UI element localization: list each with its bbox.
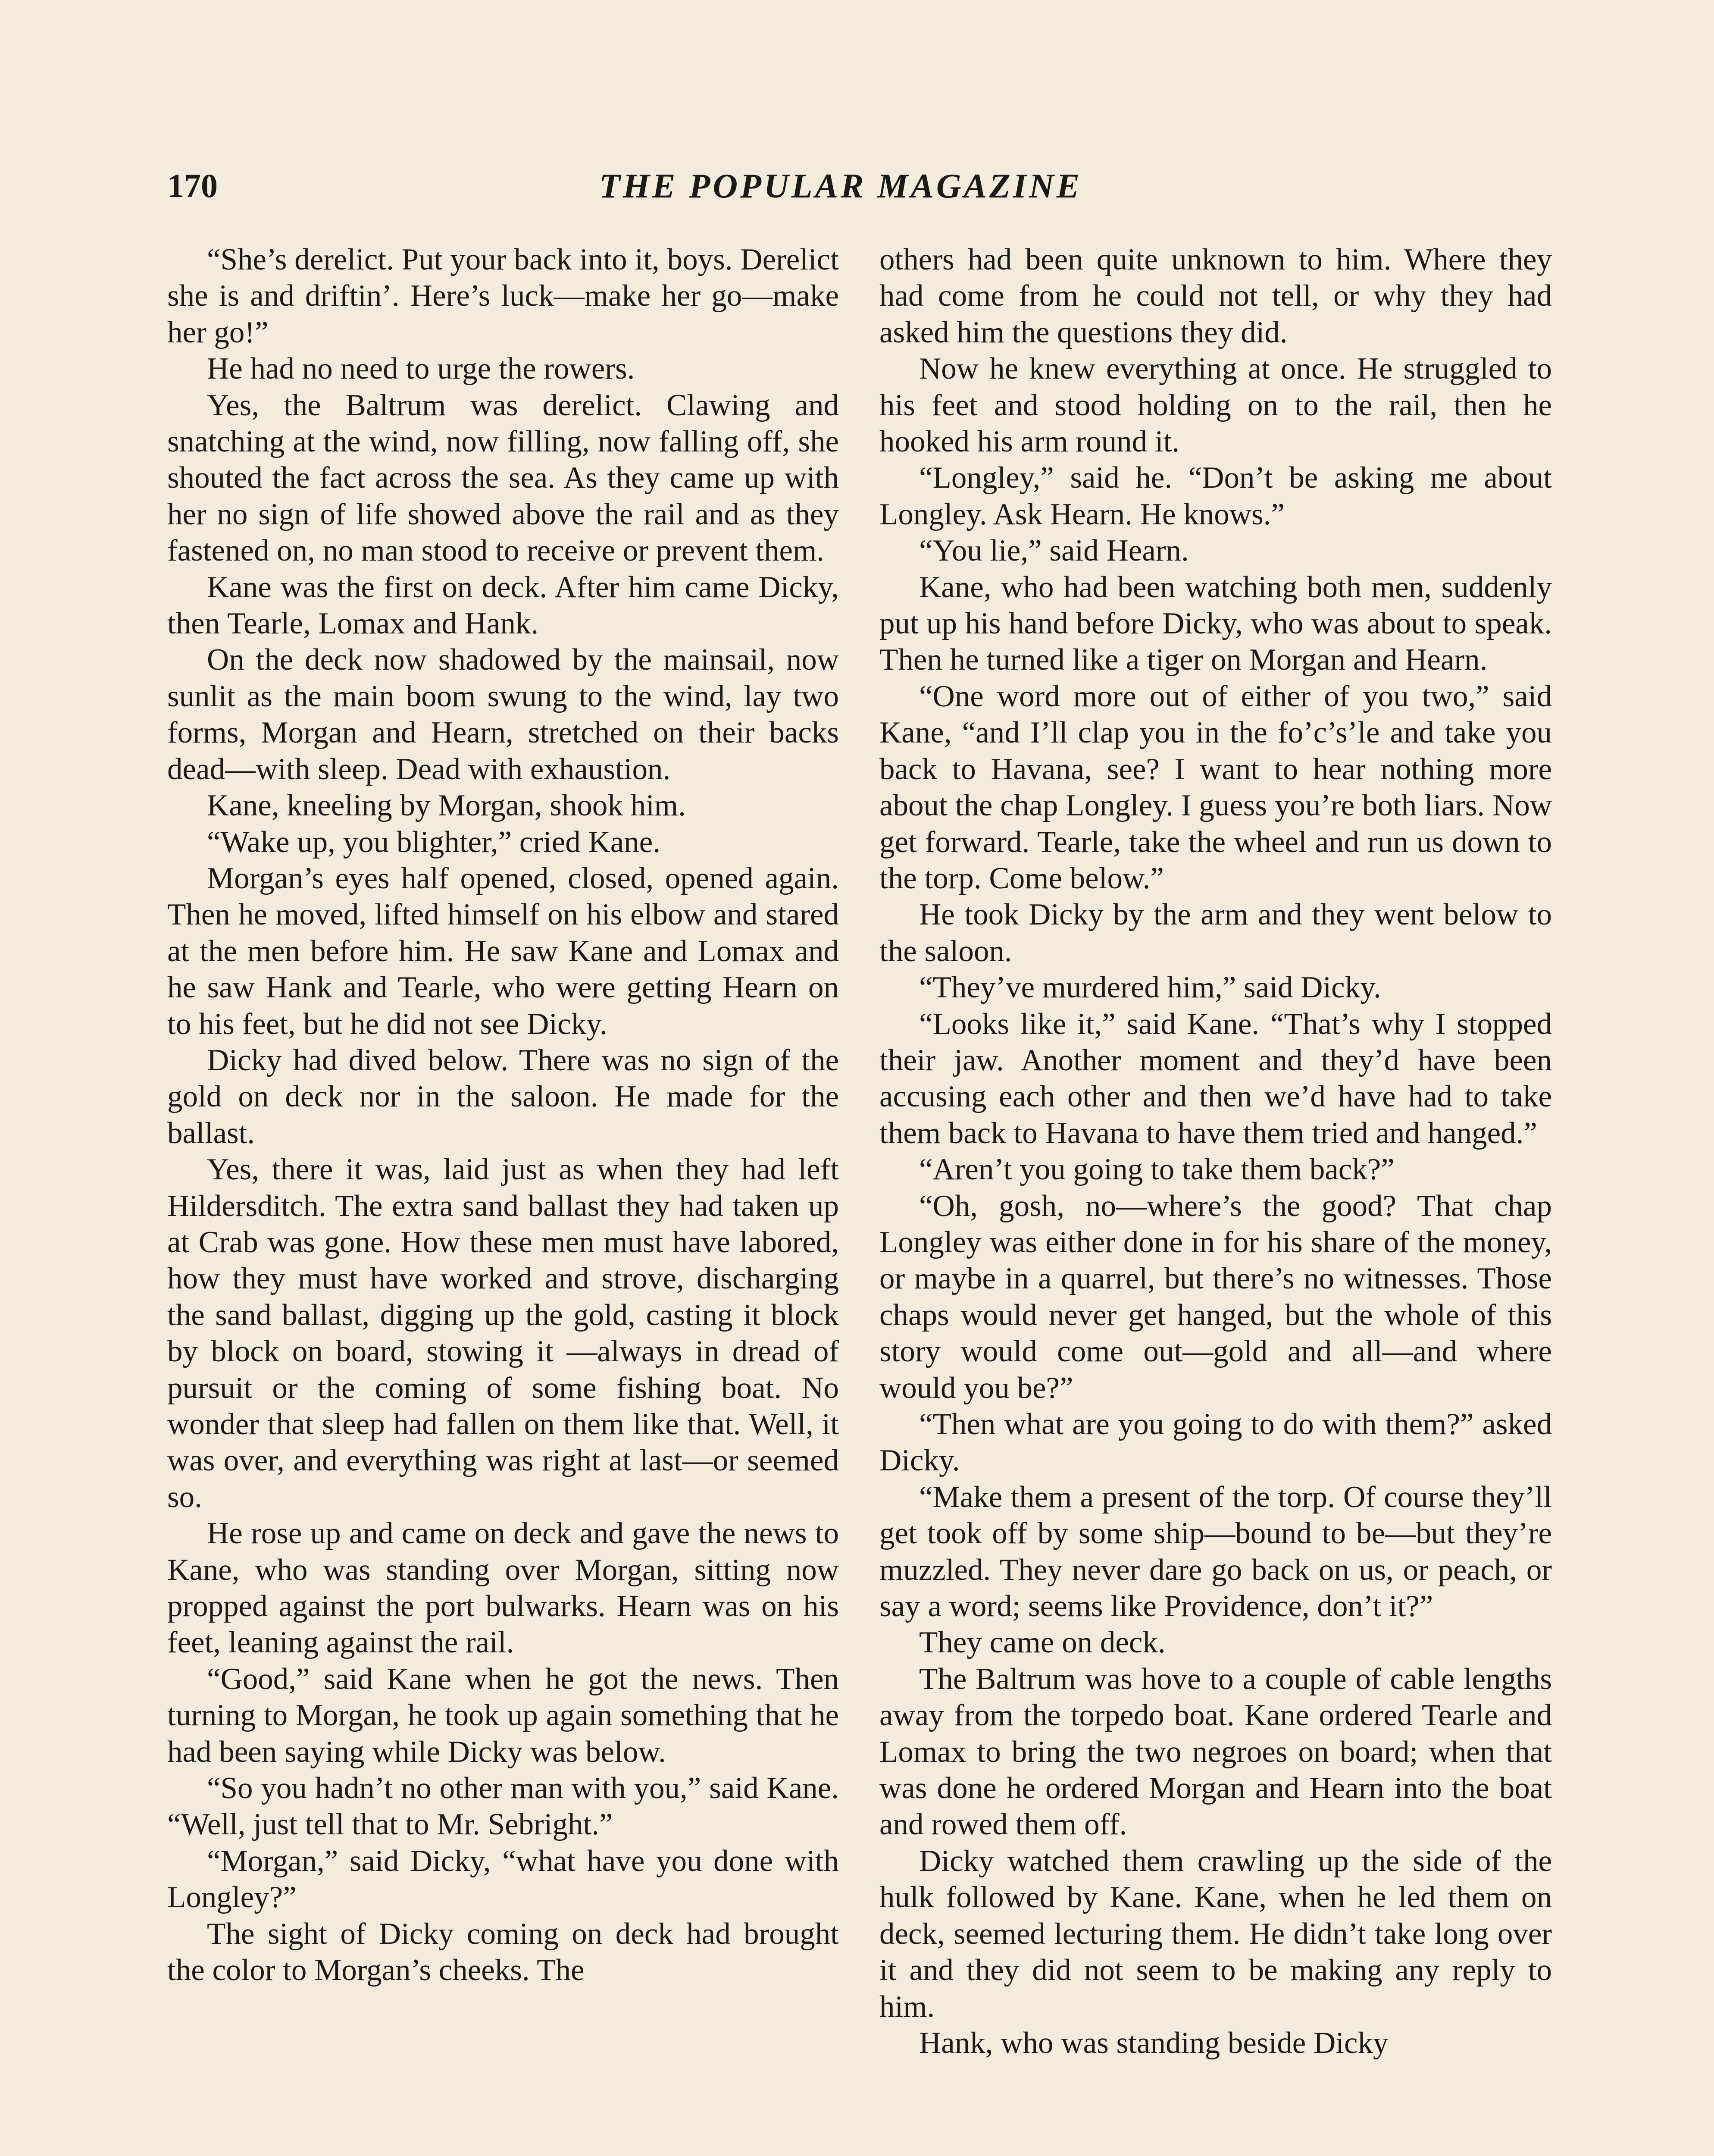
paragraph: Dicky watched them crawling up the side of the hulk followed by Kane. Kane, when he led them on deck, seemed lecturing them. He didn’t take long over it and they did not seem to be making any reply to him. xyxy=(879,1844,1552,2024)
paragraph: Hank, who was standing beside Dicky xyxy=(919,2026,1389,2060)
paragraph: Yes, the Baltrum was derelict. Clawing and snatching at the wind, now filling, now falling off, she shouted the fact across the sea. As they came up with her no sign of life showed above the rail and as they fastened on, no man stood to receive or prevent them. xyxy=(167,388,839,568)
paragraph: “Longley,” said he. “Don’t be asking me about Longley. Ask Hearn. He knows.” xyxy=(879,461,1552,531)
paragraph: He rose up and came on deck and gave the news to Kane, who was standing over Morgan, sitting now propped against the port bulwarks. Hearn was on his feet, leaning against the rail. xyxy=(167,1517,839,1660)
paragraph: Morgan’s eyes half opened, closed, opened again. Then he moved, lifted himself on his elbow and stared at the men before him. He saw Kane and Lomax and he saw Hank and Tearle, who were getting Hearn on to his feet, but he did not see Dicky. xyxy=(167,861,839,1041)
paragraph: Dicky had dived below. There was no sign of the gold on deck nor in the saloon. He made for the ballast. xyxy=(167,1043,839,1150)
paragraph: “Looks like it,” said Kane. “That’s why I stopped their jaw. Another moment and they’d have been accusing each other and then we’d have had to take them back to Havana to have them tried and hanged.” xyxy=(879,1007,1552,1150)
right-column xyxy=(879,241,1552,2061)
paragraph: “Oh, gosh, no—where’s the good? That chap Longley was either done in for his share of the money, or maybe in a quarrel, but there’s no witnesses. Those chaps would never get hanged, but the whole of this story would come out—gold and all—and where would you be?” xyxy=(879,1189,1552,1405)
page-number: 170 xyxy=(167,167,218,204)
paragraph: “They’ve murdered him,” said Dicky. xyxy=(919,971,1381,1005)
paragraph: “You lie,” said Hearn. xyxy=(919,534,1189,568)
paragraph: Kane, kneeling by Morgan, shook him. xyxy=(207,789,686,823)
paragraph: “Then what are you going to do with them?” asked Dicky. xyxy=(879,1407,1552,1478)
paragraph: “Wake up, you blighter,” cried Kane. xyxy=(207,825,661,859)
paragraph: “One word more out of either of you two,” said Kane, “and I’ll clap you in the fo’c’s’le and take you back to Havana, see? I want to hear nothing more about the chap Longley. I guess you’re both liars. Now get forward. Tearle, take the wheel and run us down to the torp. Come below.” xyxy=(879,679,1552,895)
paragraph: “She’s derelict. Put your back into it, boys. Derelict she is and driftin’. Here’s luck—make her go—make her go!” xyxy=(167,243,839,349)
paragraph: “Morgan,” said Dicky, “what have you done with Longley?” xyxy=(167,1844,839,1915)
paragraph: Yes, there it was, laid just as when they had left Hildersditch. The extra sand ballast they had taken up at Crab was gone. How these men must have labored, how they must have worked and strove, discharging the sand ballast, digging up the gold, casting it block by block on board, stowing it —always in dread of pursuit or the coming of some fishing boat. No wonder that sleep had fallen on them like that. Well, it was over, and everything was right at last—or seemed so. xyxy=(167,1153,839,1514)
paragraph: “Make them a present of the torp. Of course they’ll get took off by some ship—bound to be—but they’re muzzled. They never dare go back on us, or peach, or say a word; seems like Providence, don’t it?” xyxy=(879,1480,1552,1623)
paragraph: “Good,” said Kane when he got the news. Then turning to Morgan, he took up again something that he had been saying while Dicky was below. xyxy=(167,1662,839,1769)
paragraph: others had been quite unknown to him. Where they had come from he could not tell, or why they had asked him the questions they did. xyxy=(879,243,1552,349)
paragraph: Kane, who had been watching both men, suddenly put up his hand before Dicky, who was about to speak. Then he turned like a tiger on Morgan and Hearn. xyxy=(879,570,1552,677)
paragraph: The sight of Dicky coming on deck had brought the color to Morgan’s cheeks. The xyxy=(167,1917,839,1987)
left-column xyxy=(167,241,839,1989)
paragraph: On the deck now shadowed by the mainsail, now sunlit as the main boom swung to the wind, lay two forms, Morgan and Hearn, stretched on their backs dead—with sleep. Dead with exhaustion. xyxy=(167,643,839,786)
paragraph: Now he knew everything at once. He struggled to his feet and stood holding on to the rail, then he hooked his arm round it. xyxy=(879,352,1552,459)
paragraph: “Aren’t you going to take them back?” xyxy=(919,1153,1395,1187)
paragraph: Kane was the first on deck. After him came Dicky, then Tearle, Lomax and Hank. xyxy=(167,570,839,641)
paragraph: He took Dicky by the arm and they went below to the saloon. xyxy=(879,898,1552,968)
paragraph: He had no need to urge the rowers. xyxy=(207,352,635,386)
paragraph: The Baltrum was hove to a couple of cable lengths away from the torpedo boat. Kane ordered Tearle and Lomax to bring the two negroes on board; when that was done he ordered Morgan and Hearn into the boat and rowed them off. xyxy=(879,1662,1552,1842)
paragraph: “So you hadn’t no other man with you,” said Kane. “Well, just tell that to Mr. Sebright.” xyxy=(167,1771,839,1842)
running-head: THE POPULAR MAGAZINE xyxy=(599,167,1082,205)
paragraph: They came on deck. xyxy=(919,1626,1166,1660)
